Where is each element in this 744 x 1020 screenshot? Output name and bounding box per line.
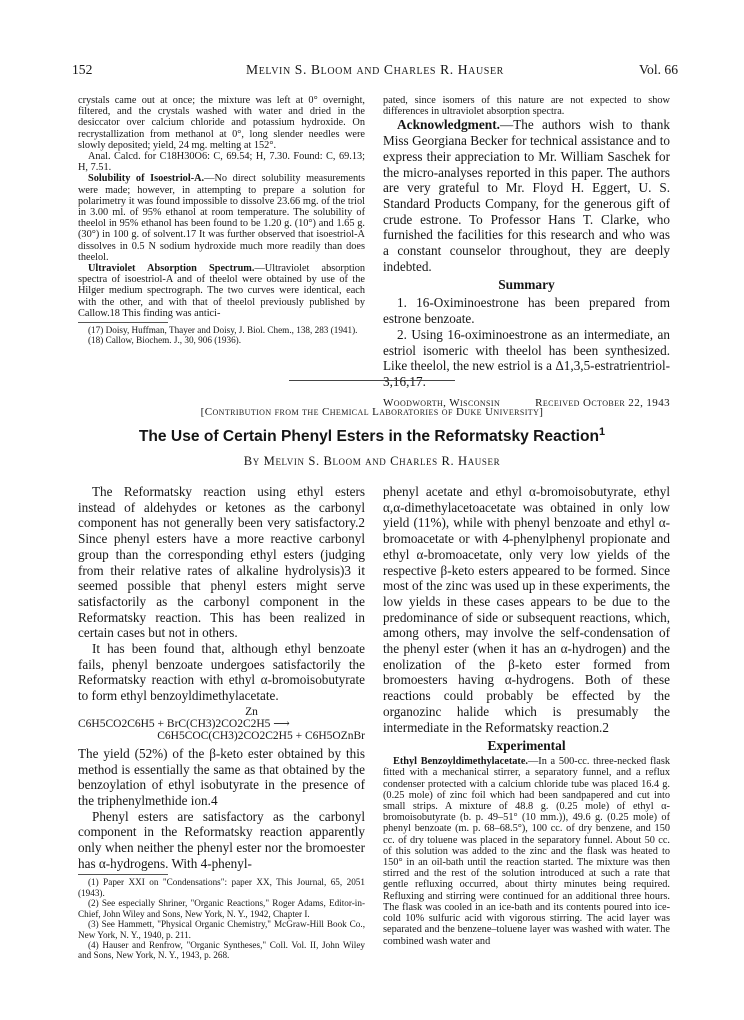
prev-article-column-left xyxy=(78,95,365,346)
running-header xyxy=(72,62,678,78)
reaction-equation xyxy=(78,706,365,742)
equation-right: C6H5COC(CH3)2CO2C2H5 + C6H5OZnBr xyxy=(157,729,365,742)
acknowledgment-paragraph xyxy=(383,117,670,274)
footnote-2: (2) See especially Shriner, "Organic Reactions," Roger Adams, Editor-in-Chief, John Wiley and Sons, New York, N. Y., 1942, Chapter I. xyxy=(78,898,365,919)
contribution-line: [Contribution from the Chemical Laboratories of Duke University] xyxy=(200,406,544,418)
footnote-17: (17) Doisy, Huffman, Thayer and Doisy, J. Biol. Chem., 138, 283 (1941). xyxy=(88,325,358,336)
prev-solubility-paragraph xyxy=(78,173,365,263)
solubility-heading: Solubility of Isoestriol-A. xyxy=(88,173,205,185)
summary-item-1: 1. 16-Oximinoestrone has been prepared from estrone benzoate. xyxy=(383,295,670,327)
acknowledgment-text: —The authors wish to thank Miss Georgiana Becker for technical assistance and to express their appreciation to Mr. William Saschek for the micro-analyses reported in this paper. The authors are very grateful to Mr. Floyd H. Eggert, U. S. Standard Products Company, for the generous gift of crude estrone. To Professor Hans T. Clarke, who furnished the facilities for this research and who was a constant counselor throughout, they are deeply indebted. xyxy=(383,117,670,274)
institution-location: Woodworth, Wisconsin xyxy=(383,396,501,409)
experimental-paragraph xyxy=(383,756,670,946)
prev-article-column-right xyxy=(383,95,670,410)
solubility-text: —No direct solubility measurements were made; however, in attempting to prepare a solution for polarimetry it was found impossible to dissolve 23.66 mg. of the triol in 3.00 ml. of 95% ethanol at room temperature. The solubility of theelol in 95% ethanol has been found to be 1.20 g. (10°) and 1.65 g. (30°) in 100 g. of solvent.17 It was further observed that isoestriol-A dissolves in 0.5 N sodium hydroxide much more readily than does theelol. xyxy=(78,173,365,263)
byline: By Melvin S. Bloom and Charles R. Hauser xyxy=(243,454,501,468)
article-title xyxy=(60,425,684,446)
yield-paragraph: The yield (52%) of the β-keto ester obtained by this method is essentially the same as that obtained by the benzoylation of ethyl isobutyrate in the presence of the triphenylmethide ion.4 xyxy=(78,745,365,808)
uv-heading: Ultraviolet Absorption Spectrum. xyxy=(88,263,255,275)
running-title: Melvin S. Bloom and Charles R. Hauser xyxy=(246,62,504,77)
prev-uv-paragraph xyxy=(78,263,365,319)
experimental-text: —In a 500-cc. three-necked flask fitted with a mechanical stirrer, a separatory funnel, and a reflux condenser protected with a calcium chloride tube was placed 16.4 g. (0.25 mole) of zinc foil which had been sandpapered and cut into small strips. A mixture of 48.8 g. (0.25 mole) of ethyl α-bromoisobutyrate (b. p. 49–51° (10 mm.)), 49.6 g. (0.25 mole) of phenyl benzoate (m. p. 68–68.5°), 100 cc. of dry benzene, and 150 cc. of dry toluene was placed in the separatory funnel. About 50 cc. of this solution was added to the zinc and the flask was heated to 150° in an oil-bath until the reaction started. The mixture was then stirred and the rest of the solution introduced at such a rate that gentle refluxing occurred, about thirty minutes being required. Refluxing and stirring were continued for an additional three hours. The flask was cooled in an ice-bath and its contents poured into ice-cold 10% sulfuric acid with vigorous stirring. The acid layer was separated and the benzene–toluene layer was washed with water. The combined wash water and xyxy=(383,756,670,947)
continuation-paragraph: phenyl acetate and ethyl α-bromoisobutyrate, ethyl α,α-dimethylacetoacetate was obtained in only low yield (11%), while with phenyl benzoate and ethyl α-bromoacetate or with 4-phenylphenyl propionate and ethyl α-bromoacetate, only very low yields of the respective β-keto esters appeared to be formed. Since most of the zinc was used up in these experiments, the low yields in these cases appears to be due to the predominance of side or subsequent reactions, which, among others, may involve the self-condensation of the phenyl ester (when it has an α-hydrogen) and the enolization of the β-keto ester formed from bromoesters having α-hydrogens. Both of these reactions could probably be effected by the organozinc halide which is presumably the intermediate in the Reformatsky reaction.2 xyxy=(383,484,670,735)
title-footnote-marker: 1 xyxy=(599,425,606,438)
prev-analysis: Anal. Calcd. for C18H30O6: C, 69.54; H, 7.30. Found: C, 69.13; H, 7.51. xyxy=(78,151,365,174)
footnote-divider xyxy=(78,322,168,323)
summary-heading: Summary xyxy=(498,277,555,293)
footnote-4: (4) Hauser and Renfrow, "Organic Syntheses," Coll. Vol. II, John Wiley and Sons, New York, N. Y., 1943, p. 268. xyxy=(78,939,365,961)
experimental-heading: Experimental xyxy=(487,738,566,754)
equation-reagent: Zn xyxy=(245,705,258,718)
benzoate-paragraph: It has been found that, although ethyl benzoate fails, phenyl benzoate undergoes satisfactorily the Reformatsky reaction with ethyl α-bromoisobutyrate to form ethyl benzoyldimethylacetate. xyxy=(78,641,365,704)
experimental-subheading: Ethyl Benzoyldimethylacetate. xyxy=(393,756,528,768)
prev-para-crystals: crystals came out at once; the mixture was left at 0° overnight, filtered, and the crystals washed with water and dried in the desiccator over calcium chloride and potassium hydroxide. On recrystallization from methanol at 0°, long slender needles were slowly deposited; yield, 24 mg. melting at 152°. xyxy=(78,95,365,151)
article-column-left xyxy=(78,484,365,961)
acknowledgment-heading: Acknowledgment. xyxy=(397,117,501,133)
equation-left: C6H5CO2C6H5 + BrC(CH3)2CO2C2H5 ⟶ xyxy=(78,717,290,730)
volume-label: Vol. 66 xyxy=(638,62,678,77)
footnote-divider-2 xyxy=(78,874,168,875)
uv-text: —Ultraviolet absorption spectra of isoestriol-A and of theelol were obtained by use of the Hilger medium spectrograph. The two curves were identical, each with the other, and with that of theelol previously published by Callow.18 This finding was antici- xyxy=(78,263,365,319)
prev-para-continued: pated, since isomers of this nature are not expected to show differences in ultraviolet absorption spectra. xyxy=(383,95,670,118)
article-column-right xyxy=(383,484,670,947)
article-separator xyxy=(289,380,455,381)
footnote-3: (3) See Hammett, "Physical Organic Chemistry," McGraw-Hill Book Co., New York, N. Y., 1940, p. 211. xyxy=(78,919,365,940)
summary-item-2: 2. Using 16-oximinoestrone as an intermediate, an estriol isomeric with theelol has been synthesized. Like theelol, the new estriol is a Δ1,3,5-estratrientriol-3,16,17. xyxy=(383,326,670,389)
article-title-text: The Use of Certain Phenyl Esters in the Reformatsky Reaction xyxy=(138,428,600,445)
phenyl-esters-paragraph: Phenyl esters are satisfactory as the carbonyl component in the Reformatsky reaction apparently only when neither the phenyl ester nor the bromoester has α-hydrogens. With 4-phenyl- xyxy=(78,808,365,871)
intro-paragraph: The Reformatsky reaction using ethyl esters instead of aldehydes or ketones as the carbonyl component has not generally been very satisfactory.2 Since phenyl esters have a more reactive carbonyl group than the corresponding ethyl esters (judging from their relative rates of alkaline hydrolysis)3 it seemed possible that phenyl esters might serve satisfactorily as the carbonyl component in the Reformatsky reaction. This has been realized in certain cases but not in others. xyxy=(78,484,365,641)
page-number: 152 xyxy=(72,62,93,77)
footnote-18: (18) Callow, Biochem. J., 30, 906 (1936). xyxy=(88,335,242,346)
received-date: Received October 22, 1943 xyxy=(535,396,670,409)
footnote-1: (1) Paper XXI on "Condensations": paper XX, This Journal, 65, 2051 (1943). xyxy=(78,877,365,898)
